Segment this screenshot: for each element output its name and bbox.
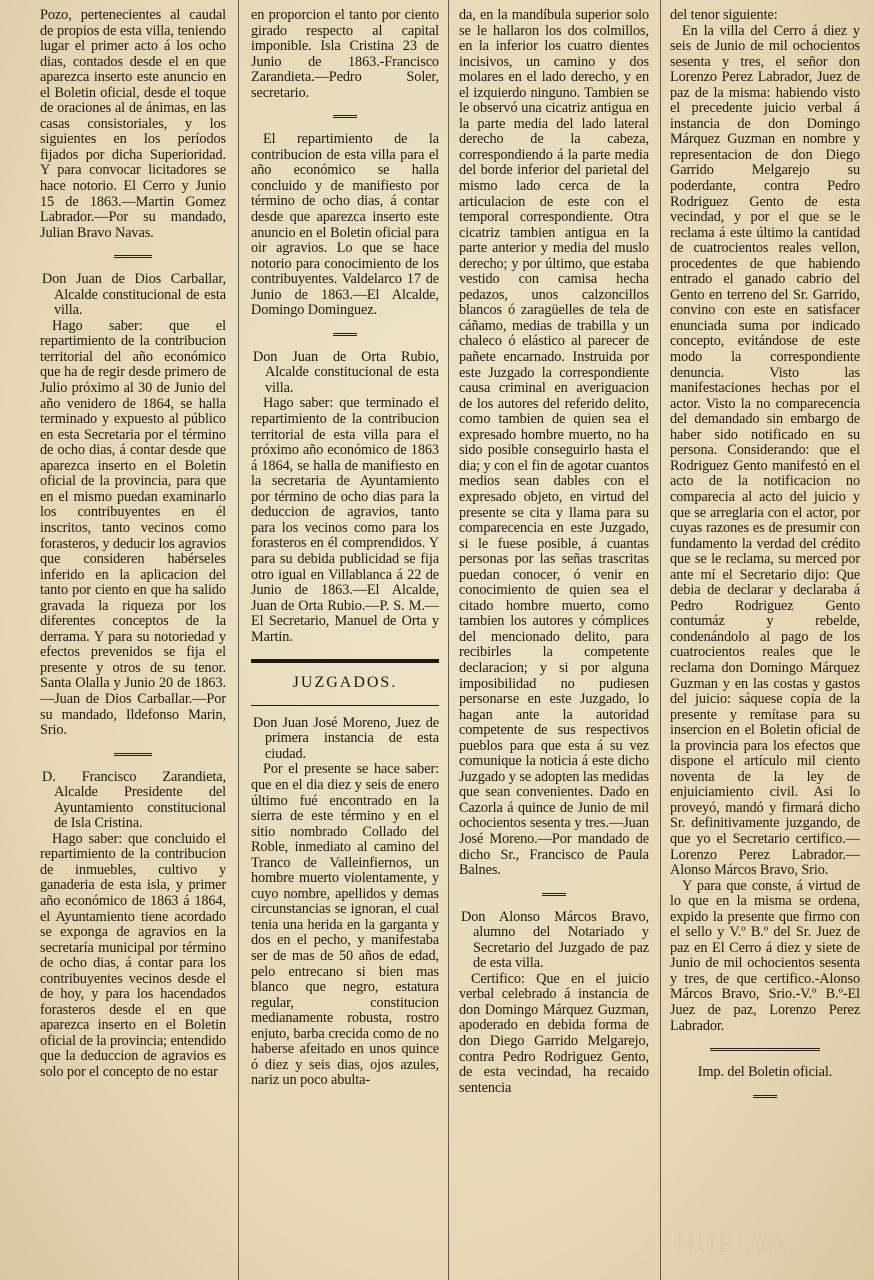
section-rule (251, 659, 439, 663)
separator (710, 1048, 820, 1051)
separator (333, 333, 357, 336)
separator (333, 115, 357, 118)
separator (114, 753, 152, 756)
watermark: HUELVA (676, 1228, 789, 1258)
section-rule-thin (251, 705, 439, 706)
notice-cazorla-continued: da, en la mandíbula superior solo se le hallaron los dos colmillos, en la inferior los cuatro dientes incisivos, un camino y dos molares en el lado derecho, y en el izquierdo ninguno. Tambien se le observó una cicatriz antigua en la parte media del lado lateral derecho de la cabeza, correspondiendo á la parte media del borde inferior del parietal del mismo lado cerca de la articulacion de este con el temporal correspondiente. Otra cicatriz tambien antigua en la parte anterior y media del muslo derecho; y por último, que estaba vestido con camisa hecha pedazos, unos calzoncillos blancos ó zaragüelles de tela de cáñamo, medias de trabilla y un chaleco ó elástico al parecer de pañete encarnado. Instruida por este Juzgado la correspondiente causa criminal en averiguacion de los autores del referido delito, como tambien de quien sea el expresado hombre muerto, no ha sido posible conseguirlo hasta el dia; y con el fin de agotar cuantos medios sean dables con el expresado objeto, en virtud del presente se cita y llama para su comparecencia en este Juzgado, si le fuese posible, á cuantas personas por las señas trascritas puedan conocer, ó venir en conocimiento de quien sea el citado hombre muerto, como tambien los autores y cómplices del mencionado delito, para recibirles la competente declaracion; y si por alguna imposibilidad no pudiesen personarse en este Juzgado, lo hagan ante la autoridad competente de sus respectivos pueblos para que esta á su vez comunique la noticia á este dicho Juzgado y se adopten las medidas que sean convenientes. Dado en Cazorla á quince de Junio de mil ochocientos sesenta y tres.—Juan José Moreno.—Por mandado de dicho Sr., Francisco de Paula Balnes. (459, 8, 649, 879)
column-rule-2 (448, 0, 449, 1280)
notice-isla-cristina-continued: en proporcion el tanto por ciento girado respecto al capital imponible. Isla Cristina 23 de Junio de 1863.-Francisco Zarandieta.—Pedro Soler, secretario. (251, 8, 439, 101)
notice-juzgado-paz-body: Certifico: Que en el juicio verbal celebrado á instancia de don Domingo Márquez Guzman, apoderado en debida forma de don Diego Garrido Melgarejo, contra Pedro Rodriguez Gento, de esta vecindad, ha recaido sentencia (459, 970, 649, 1096)
column-rule-3 (660, 0, 661, 1280)
notice-cazorla-body: Por el presente se hace saber: que en el dia diez y seis de enero último fué encontrado en la sierra de este término y en el sitio nombrado Collado del Roble, inmediato al camino del Tranco de Valleinfiernos, un hombre muerto violentamente, y cuyo nombre, apellidos y demas circunstancias se ignoran, el cual tenia una herida en la garganta y dos en el pecho, y manifestaba ser de mas de 50 años de edad, pelo entrecano si bien mas blanco que negro, estatura regular, constitucion medianamente robusta, rostro enjuto, barba crecida como de no haberse afeitado en unos quince ó diez y seis dias, ojos azules, nariz un poco abulta- (251, 761, 439, 1089)
separator (542, 893, 566, 896)
notice-juzgado-paz-heading: Don Alonso Márcos Bravo, alumno del Notariado y Secretario del Juzgado de paz de esta villa. (461, 908, 649, 972)
imprint-line: Imp. del Boletin oficial. (697, 1064, 833, 1081)
certification-body: Y para que conste, á virtud de lo que en la misma se ordena, expido la presente que firmo con el sello y V.º B.º del Sr. Juez de paz en El Cerro á diez y siete de Junio de mil ochocientos sesenta y tres, de que certifico.-Alonso Márcos Bravo, Srio.-V.º B.º-El Juez de paz, Lorenzo Perez Labrador. (670, 877, 860, 1034)
column-4 (670, 8, 860, 1112)
column-3 (459, 8, 649, 1096)
notice-el-cerro-body: Pozo, pertenecientes al caudal de propios de esta villa, teniendo lugar el primer acto á los ocho dias, contados desde el en que aparezca inserto este anuncio en el Boletin oficial, desde el toque de oraciones al de ánimas, en las casas consistoriales, y los siguientes en los períodos fijados por dicha Superioridad. Y para convocar licitadores se hace notorio. El Cerro y Junio 15 de 1863.—Martin Gomez Labrador.—Por su mandado, Julian Bravo Navas. (40, 8, 226, 241)
notice-cazorla-heading: Don Juan José Moreno, Juez de primera instancia de esta ciudad. (253, 714, 439, 762)
separator (114, 255, 152, 258)
notice-isla-cristina-body: Hago saber: que concluido el repartimiento de la contribucion de inmuebles, cultivo y ganaderia de esta isla, y primer año económico de 1863 á 1864, el Ayuntamiento tiene acordado se exponga de agravios en la secretaría municipal por término de ocho dias, á contar para los contribuyentes vecinos desde el de hoy, y para los hacendados forasteros desde el en que aparezca inserto en el Boletin oficial de la provincia; entendido que la deduccion de agravios es solo por el concepto de no estar (40, 830, 226, 1080)
sentence-body: En la villa del Cerro á diez y seis de Junio de mil ochocientos sesenta y tres, el señor don Lorenzo Perez Labrador, Juez de paz de la misma: habiendo visto el precedente juicio verbal á instancia de don Domingo Márquez Guzman en nombre y representacion de don Diego Garrido Melgarejo su poderdante, contra Pedro Rodriguez Gento de esta vecindad, y por el que se le reclama á este último la cantidad de cuatrocientos reales vellon, procedentes de que habiendo entrado el ganado cabrio del Gento en terreno del Sr. Garrido, convino con este en satisfacer enunciada suma por indicado concepto, evitándose de este modo la correspondiente denuncia. Visto las manifestaciones hechas por el actor. Visto la no comparecencia del demandado sin embargo de haber sido notificado en su persona. Considerando: que el Rodriguez Gento manifestó en el acto de la notificacion no comparecia al acto del juicio y que se arreglaria con el actor, por cuyas razones es de presumir con fundamento la verdad del crédito que se le reclama, su merced por ante mí el Secretario dijo: Que debia de declarar y declaraba á Pedro Rodriguez Gento contumáz y rebelde, condenándolo al pago de los cuatrocientos reales que le reclama don Domingo Márquez Guzman y en las costas y gastos del juicio: sáquese copia de la presente y remítase para su insercion en el Boletin oficial de la provincia para los efectos que dispone el artículo mil ciento noventa de la ley de enjuiciamiento civil. Asi lo proveyó, mandó y firmará dicho Sr. definitivamente juzgando, de que yo el Secretario certifico.—Lorenzo Perez Labrador.—Alonso Márcos Bravo, Srio. (670, 22, 860, 879)
notice-valdelarco-body: El repartimiento de la contribucion de esta villa para el año económico se halla concluido y de manifiesto por término de ocho dias, á contar desde que aparezca inserto este anuncio en el Boletin oficial para oir agravios. Lo que se hace notorio para conocimiento de los contribuyentes. Valdelarco 17 de Junio de 1863.—El Alcalde, Domingo Dominguez. (251, 131, 439, 319)
notice-villablanca-heading: Don Juan de Orta Rubio, Alcalde constitucional de esta villa. (253, 348, 439, 396)
notice-isla-cristina-heading: D. Francisco Zarandieta, Alcalde Presidente del Ayuntamiento constitucional de Isla Cristina. (42, 768, 226, 832)
column-1 (40, 8, 226, 1081)
column-rule-1 (238, 0, 239, 1280)
section-heading-juzgados: JUZGADOS. (292, 674, 398, 692)
notice-santa-olalla-body: Hago saber: que el repartimiento de la contribucion territorial del año económico que ha de regir desde primero de Julio próximo al 30 de Junio del año venidero de 1864, se halla terminado y expuesto al público en esta Secretaria por el término de ocho dias, á contar desde que aparezca inserto en el Boletin oficial de la provincia, para que en el mismo puedan examinarlo los contribuyentes en él inscritos, tanto vecinos como forasteros, y deducir los agravios que consideren habérseles inferido en la aplicacion del tanto por ciento en que ha salido gravada la riqueza por los diferentes conceptos de la derrama. Y para su notoriedad y efectos prevenidos se fija el presente y otros de su tenor. Santa Olalla y Junio 20 de 1863.—Juan de Dios Carballar.—Por su mandado, Ildefonso Marin, Srio. (40, 317, 226, 739)
column-2 (251, 8, 439, 1089)
separator (753, 1095, 777, 1098)
notice-villablanca-body: Hago saber: que terminado el repartimiento de la contribucion territorial de esta villa para el próximo año económico de 1863 á 1864, se halla de manifiesto en la secretaria de Ayuntamiento por término de ocho dias para la deduccion de agravios, tanto para los vecinos como para los forasteros en él comprendidos. Y para su debida publicidad se fija otro igual en Villablanca á 22 de Junio de 1863.—El Alcalde, Juan de Orta Rubio.—P. S. M.—El Secretario, Manuel de Orta y Martin. (251, 395, 439, 645)
notice-santa-olalla-heading: Don Juan de Dios Carballar, Alcalde constitucional de esta villa. (42, 271, 226, 319)
sentence-intro: del tenor siguiente: (670, 8, 778, 23)
